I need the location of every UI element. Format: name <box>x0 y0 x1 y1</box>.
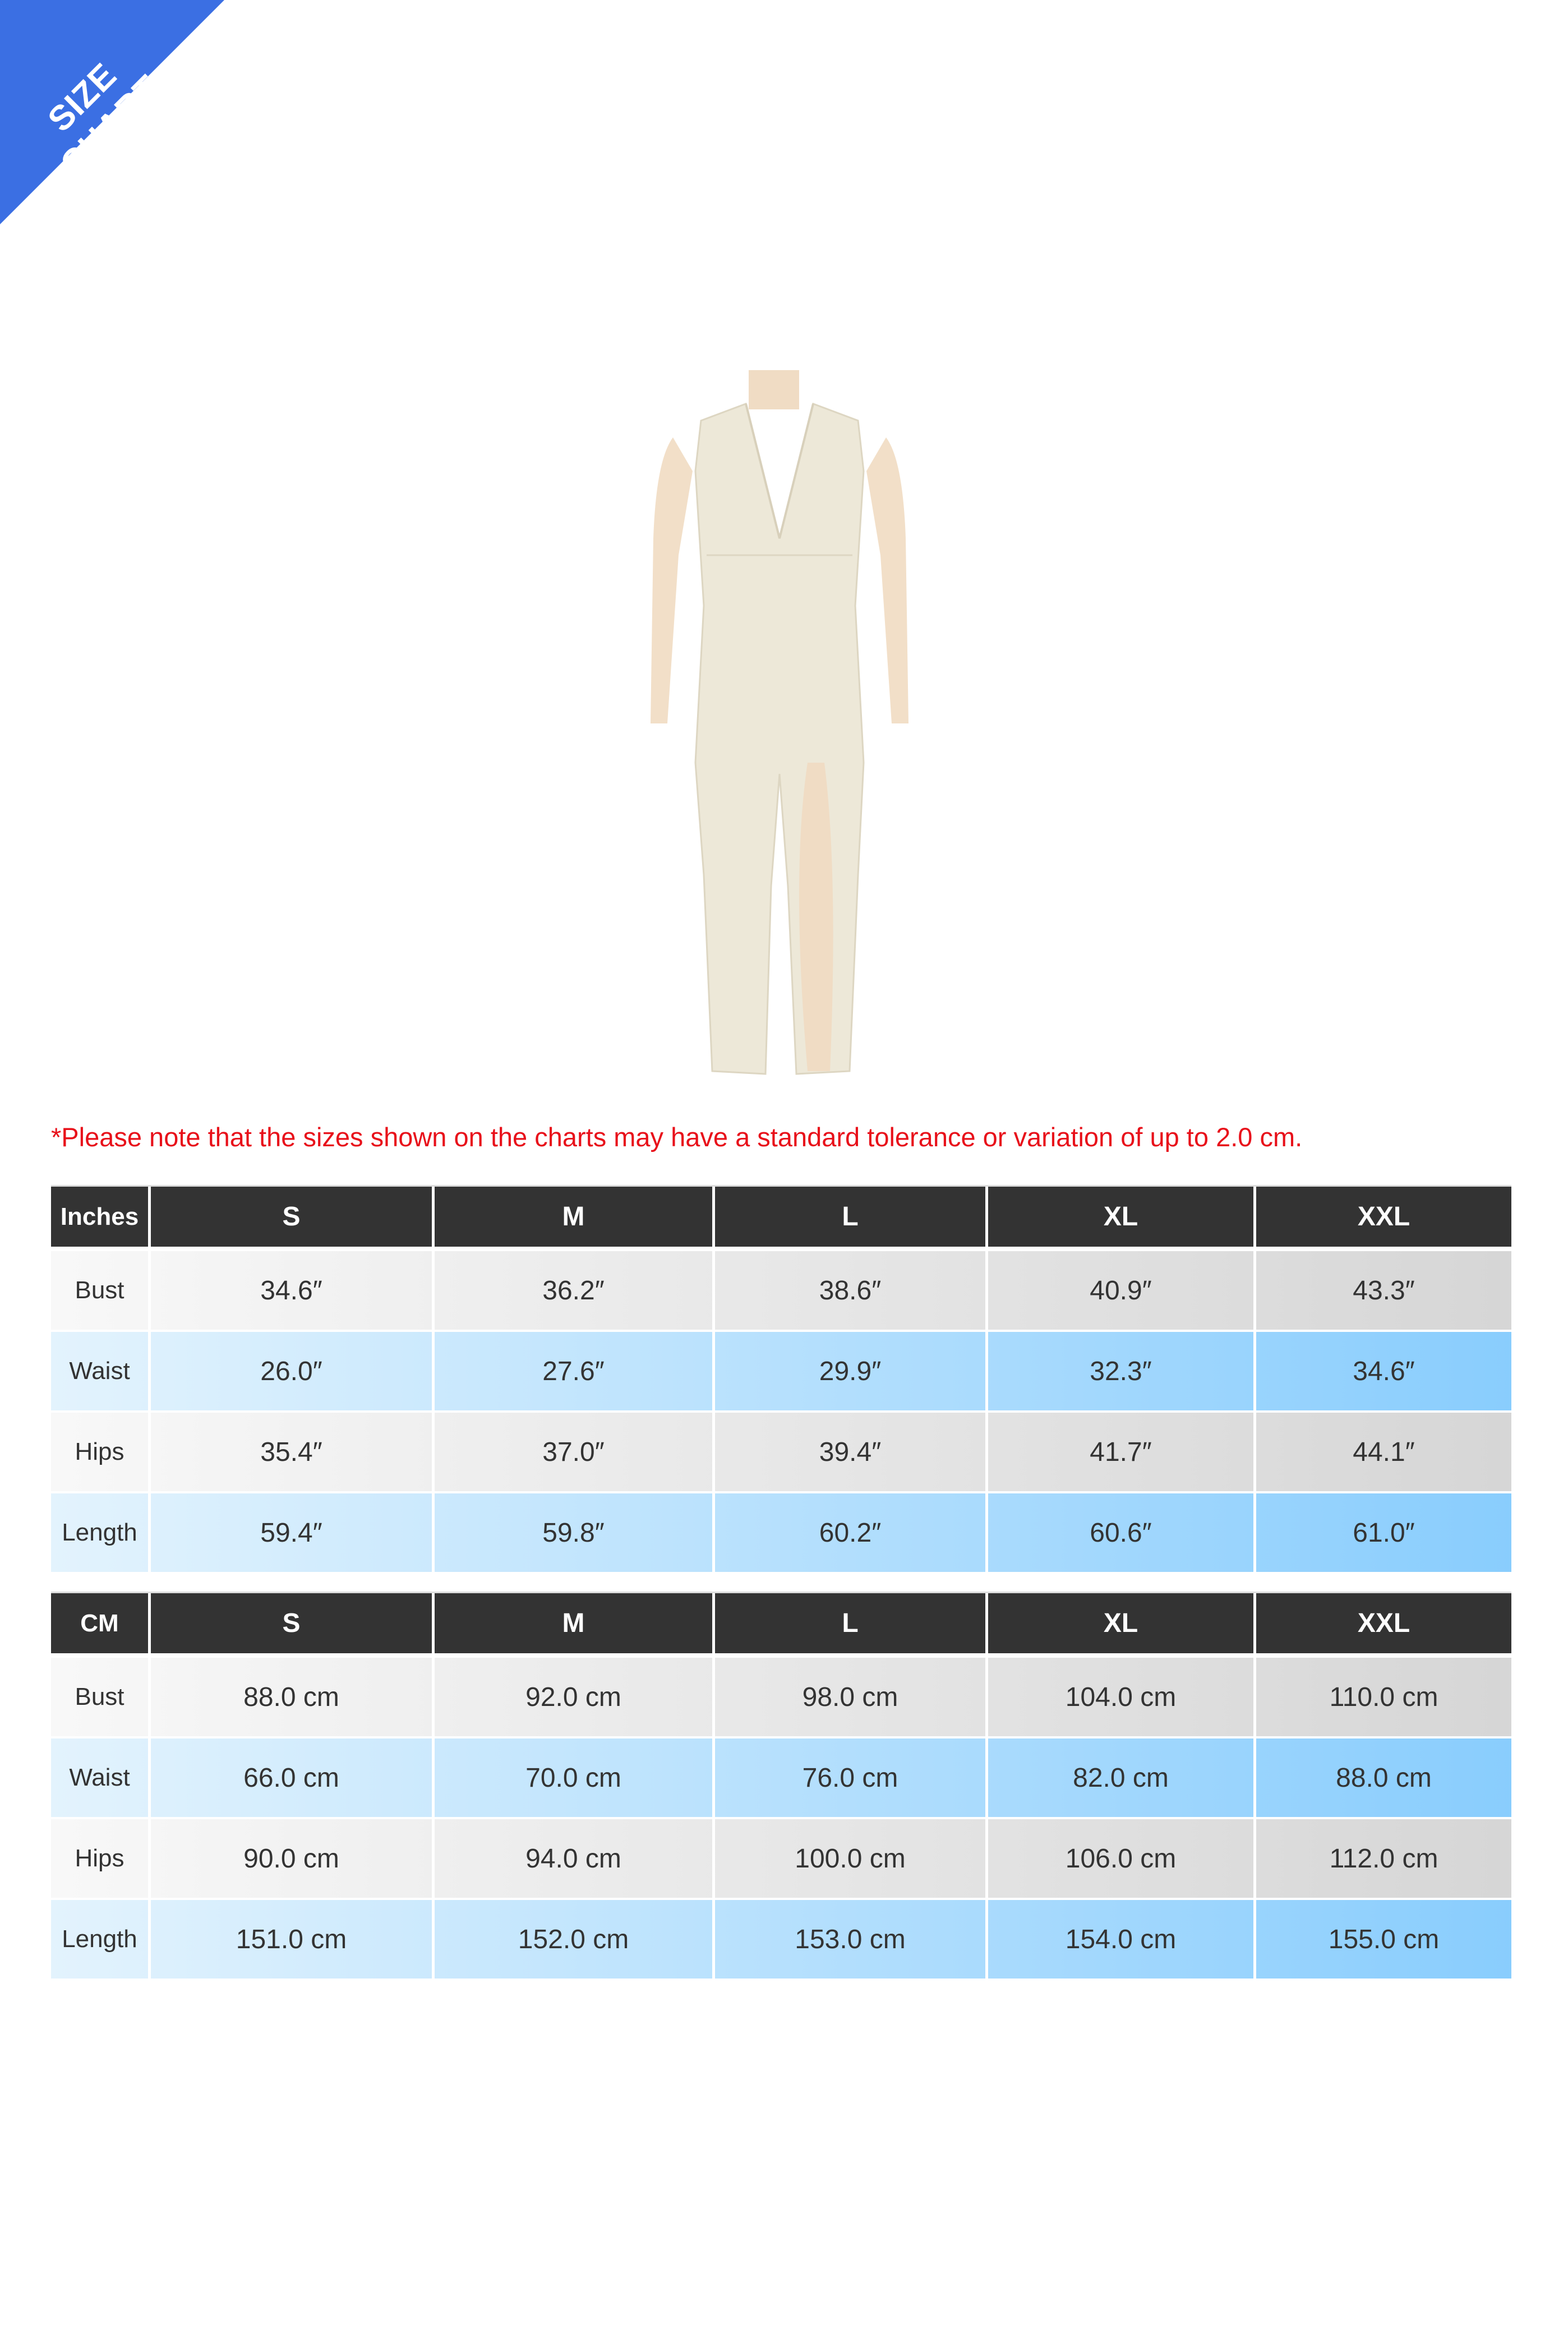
cm-size-table <box>51 1592 1511 1980</box>
table-row <box>51 1899 1511 1979</box>
table-cell: 40.9″ <box>988 1251 1256 1330</box>
table-header-row <box>51 1592 1511 1653</box>
table-cell: 100.0 cm <box>715 1819 988 1898</box>
table-cell: 59.8″ <box>435 1493 715 1572</box>
table-cell: 88.0 cm <box>151 1658 435 1736</box>
size-header: XXL <box>1256 1187 1511 1247</box>
table-cell: 27.6″ <box>435 1332 715 1410</box>
table-row <box>51 1412 1511 1491</box>
table-row <box>51 1818 1511 1898</box>
table-cell: 35.4″ <box>151 1413 435 1491</box>
table-cell: 155.0 cm <box>1328 1924 1440 1954</box>
table-cell: 94.0 cm <box>435 1819 715 1898</box>
size-header: S <box>151 1593 435 1653</box>
size-header: M <box>435 1187 715 1247</box>
size-header: XXL <box>1256 1593 1511 1653</box>
table-cell: 106.0 cm <box>988 1819 1256 1898</box>
table-cell: 60.2″ <box>715 1493 988 1572</box>
size-header: XL <box>988 1187 1256 1247</box>
size-header: L <box>715 1593 988 1653</box>
row-label: Hips <box>51 1819 151 1898</box>
size-header: S <box>151 1187 435 1247</box>
size-header: L <box>715 1187 988 1247</box>
row-label: Length <box>51 1493 151 1572</box>
table-header-row <box>51 1185 1511 1247</box>
unit-header: CM <box>51 1593 151 1653</box>
banner-label: SIZE CHART <box>40 56 168 183</box>
table-cell: 151.0 cm <box>151 1900 435 1979</box>
table-cell: 41.7″ <box>988 1413 1256 1491</box>
table-cell: 110.0 cm <box>1329 1682 1438 1712</box>
table-cell: 88.0 cm <box>1336 1763 1432 1793</box>
table-cell: 104.0 cm <box>988 1658 1256 1736</box>
tolerance-note: *Please note that the sizes shown on the charts may have a standard tolerance or variation of up to 2.0 cm. <box>51 1122 1303 1152</box>
table-cell: 82.0 cm <box>988 1738 1256 1817</box>
table-cell: 26.0″ <box>151 1332 435 1410</box>
table-cell: 32.3″ <box>988 1332 1256 1410</box>
table-row <box>51 1331 1511 1410</box>
table-row <box>51 1657 1511 1736</box>
table-cell: 44.1″ <box>1353 1437 1415 1467</box>
size-chart-banner <box>0 0 224 224</box>
table-cell: 76.0 cm <box>715 1738 988 1817</box>
table-cell: 92.0 cm <box>435 1658 715 1736</box>
table-cell: 34.6″ <box>1353 1356 1415 1386</box>
inches-size-table <box>51 1185 1511 1573</box>
table-cell: 43.3″ <box>1353 1275 1415 1306</box>
table-cell: 29.9″ <box>715 1332 988 1410</box>
unit-header: Inches <box>51 1187 151 1247</box>
row-label: Waist <box>51 1332 151 1410</box>
row-label: Length <box>51 1900 151 1979</box>
table-cell: 66.0 cm <box>151 1738 435 1817</box>
row-label: Waist <box>51 1738 151 1817</box>
table-cell: 59.4″ <box>151 1493 435 1572</box>
table-cell: 90.0 cm <box>151 1819 435 1898</box>
size-header: M <box>435 1593 715 1653</box>
table-cell: 37.0″ <box>435 1413 715 1491</box>
table-cell: 61.0″ <box>1353 1518 1415 1548</box>
table-cell: 70.0 cm <box>435 1738 715 1817</box>
table-cell: 98.0 cm <box>715 1658 988 1736</box>
table-cell: 153.0 cm <box>715 1900 988 1979</box>
table-cell: 38.6″ <box>715 1251 988 1330</box>
table-cell: 36.2″ <box>435 1251 715 1330</box>
table-cell: 154.0 cm <box>988 1900 1256 1979</box>
table-cell: 34.6″ <box>151 1251 435 1330</box>
table-cell: 152.0 cm <box>435 1900 715 1979</box>
row-label: Hips <box>51 1413 151 1491</box>
table-row <box>51 1250 1511 1330</box>
row-label: Bust <box>51 1658 151 1736</box>
table-row <box>51 1737 1511 1817</box>
table-cell: 112.0 cm <box>1329 1843 1438 1874</box>
product-image-jumpsuit <box>639 370 920 1082</box>
size-header: XL <box>988 1593 1256 1653</box>
table-row <box>51 1492 1511 1572</box>
table-cell: 39.4″ <box>715 1413 988 1491</box>
row-label: Bust <box>51 1251 151 1330</box>
table-cell: 60.6″ <box>988 1493 1256 1572</box>
